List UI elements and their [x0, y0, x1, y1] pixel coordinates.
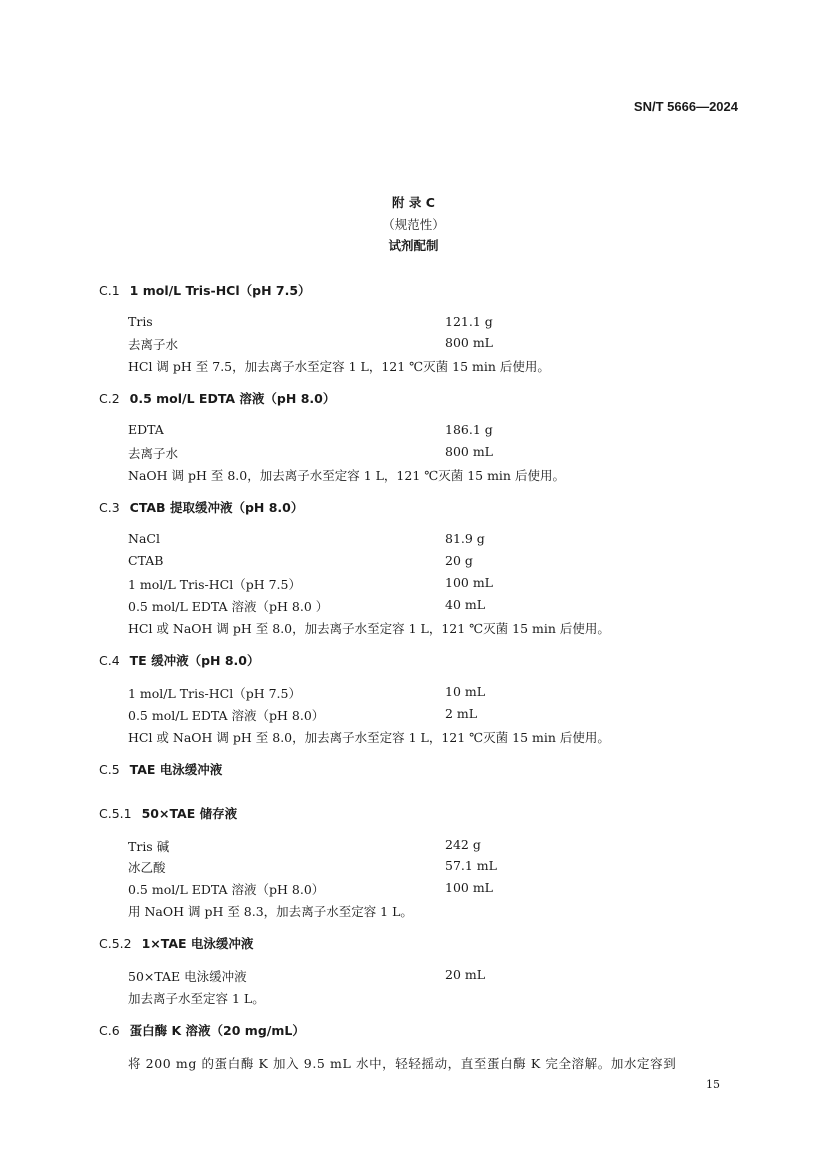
section-title: 0.5 mol/L EDTA 溶液（pH 8.0）	[129, 391, 336, 406]
page-number: 15	[706, 1078, 720, 1091]
reagent-name: 0.5 mol/L EDTA 溶液（pH 8.0 ）	[128, 599, 329, 614]
section-heading-c5-1	[99, 804, 237, 822]
reagent-name: 1 mol/L Tris-HCl（pH 7.5）	[128, 577, 301, 592]
reagent-amount: 800 mL	[445, 444, 493, 459]
section-title: 1 mol/L Tris-HCl（pH 7.5）	[129, 283, 311, 298]
section-number: C.1	[99, 283, 120, 298]
reagent-name: Tris 碱	[128, 839, 170, 854]
reagent-amount: 800 mL	[445, 335, 493, 350]
reagent-name: 50×TAE 电泳缓冲液	[128, 969, 247, 984]
section-heading-c1	[99, 281, 311, 299]
reagent-amount: 10 mL	[445, 684, 486, 699]
preparation-note: HCl 或 NaOH 调 pH 至 8.0，加去离子水至定容 1 L，121 ℃灭菌 15 min 后使用。	[128, 621, 610, 636]
section-heading-c3	[99, 498, 303, 516]
reagent-name: Tris	[128, 314, 153, 329]
reagent-name: 去离子水	[128, 446, 179, 461]
section-heading-c6	[99, 1021, 305, 1039]
section-number: C.5.2	[99, 936, 132, 951]
reagent-name: NaCl	[128, 531, 160, 546]
preparation-note: HCl 调 pH 至 7.5，加去离子水至定容 1 L，121 ℃灭菌 15 min 后使用。	[128, 359, 550, 374]
reagent-amount: 100 mL	[445, 880, 493, 895]
preparation-note: 将 200 mg 的蛋白酶 K 加入 9.5 mL 水中，轻轻摇动，直至蛋白酶 K 完全溶解。加水定容到	[128, 1056, 677, 1071]
reagent-amount: 57.1 mL	[445, 858, 497, 873]
preparation-note: 加去离子水至定容 1 L。	[128, 991, 265, 1006]
section-heading-c2	[99, 389, 335, 407]
section-heading-c5-2	[99, 934, 253, 952]
section-number: C.5	[99, 762, 120, 777]
reagent-name: 1 mol/L Tris-HCl（pH 7.5）	[128, 686, 301, 701]
section-heading-c5	[99, 760, 222, 778]
reagent-amount: 81.9 g	[445, 531, 485, 546]
appendix-type: （规范性）	[382, 217, 445, 232]
reagent-amount: 121.1 g	[445, 314, 493, 329]
section-title: TE 缓冲液（pH 8.0）	[129, 653, 260, 668]
section-title: TAE 电泳缓冲液	[129, 762, 223, 777]
reagent-amount: 242 g	[445, 837, 481, 852]
section-number: C.2	[99, 391, 120, 406]
reagent-name: 冰乙酸	[128, 860, 166, 875]
appendix-name: 试剂配制	[388, 238, 439, 253]
reagent-name: EDTA	[128, 422, 164, 437]
section-number: C.3	[99, 500, 120, 515]
preparation-note: HCl 或 NaOH 调 pH 至 8.0，加去离子水至定容 1 L，121 ℃灭菌 15 min 后使用。	[128, 730, 610, 745]
section-title: 50×TAE 储存液	[141, 806, 238, 821]
section-title: CTAB 提取缓冲液（pH 8.0）	[129, 500, 304, 515]
reagent-name: 0.5 mol/L EDTA 溶液（pH 8.0）	[128, 708, 325, 723]
section-number: C.5.1	[99, 806, 132, 821]
reagent-name: 去离子水	[128, 337, 179, 352]
appendix-title: 附 录 C	[392, 195, 435, 210]
reagent-amount: 20 mL	[445, 967, 486, 982]
section-number: C.6	[99, 1023, 120, 1038]
reagent-amount: 2 mL	[445, 706, 478, 721]
section-number: C.4	[99, 653, 120, 668]
preparation-note: NaOH 调 pH 至 8.0，加去离子水至定容 1 L，121 ℃灭菌 15 min 后使用。	[128, 468, 565, 483]
preparation-note: 用 NaOH 调 pH 至 8.3，加去离子水至定容 1 L。	[128, 904, 413, 919]
section-title: 1×TAE 电泳缓冲液	[141, 936, 254, 951]
reagent-amount: 40 mL	[445, 597, 486, 612]
standard-number: SN/T 5666—2024	[633, 99, 738, 114]
section-heading-c4	[99, 651, 259, 669]
reagent-amount: 100 mL	[445, 575, 493, 590]
reagent-amount: 20 g	[445, 553, 473, 568]
reagent-amount: 186.1 g	[445, 422, 493, 437]
reagent-name: CTAB	[128, 553, 164, 568]
reagent-name: 0.5 mol/L EDTA 溶液（pH 8.0）	[128, 882, 325, 897]
section-title: 蛋白酶 K 溶液（20 mg/mL）	[129, 1023, 305, 1038]
